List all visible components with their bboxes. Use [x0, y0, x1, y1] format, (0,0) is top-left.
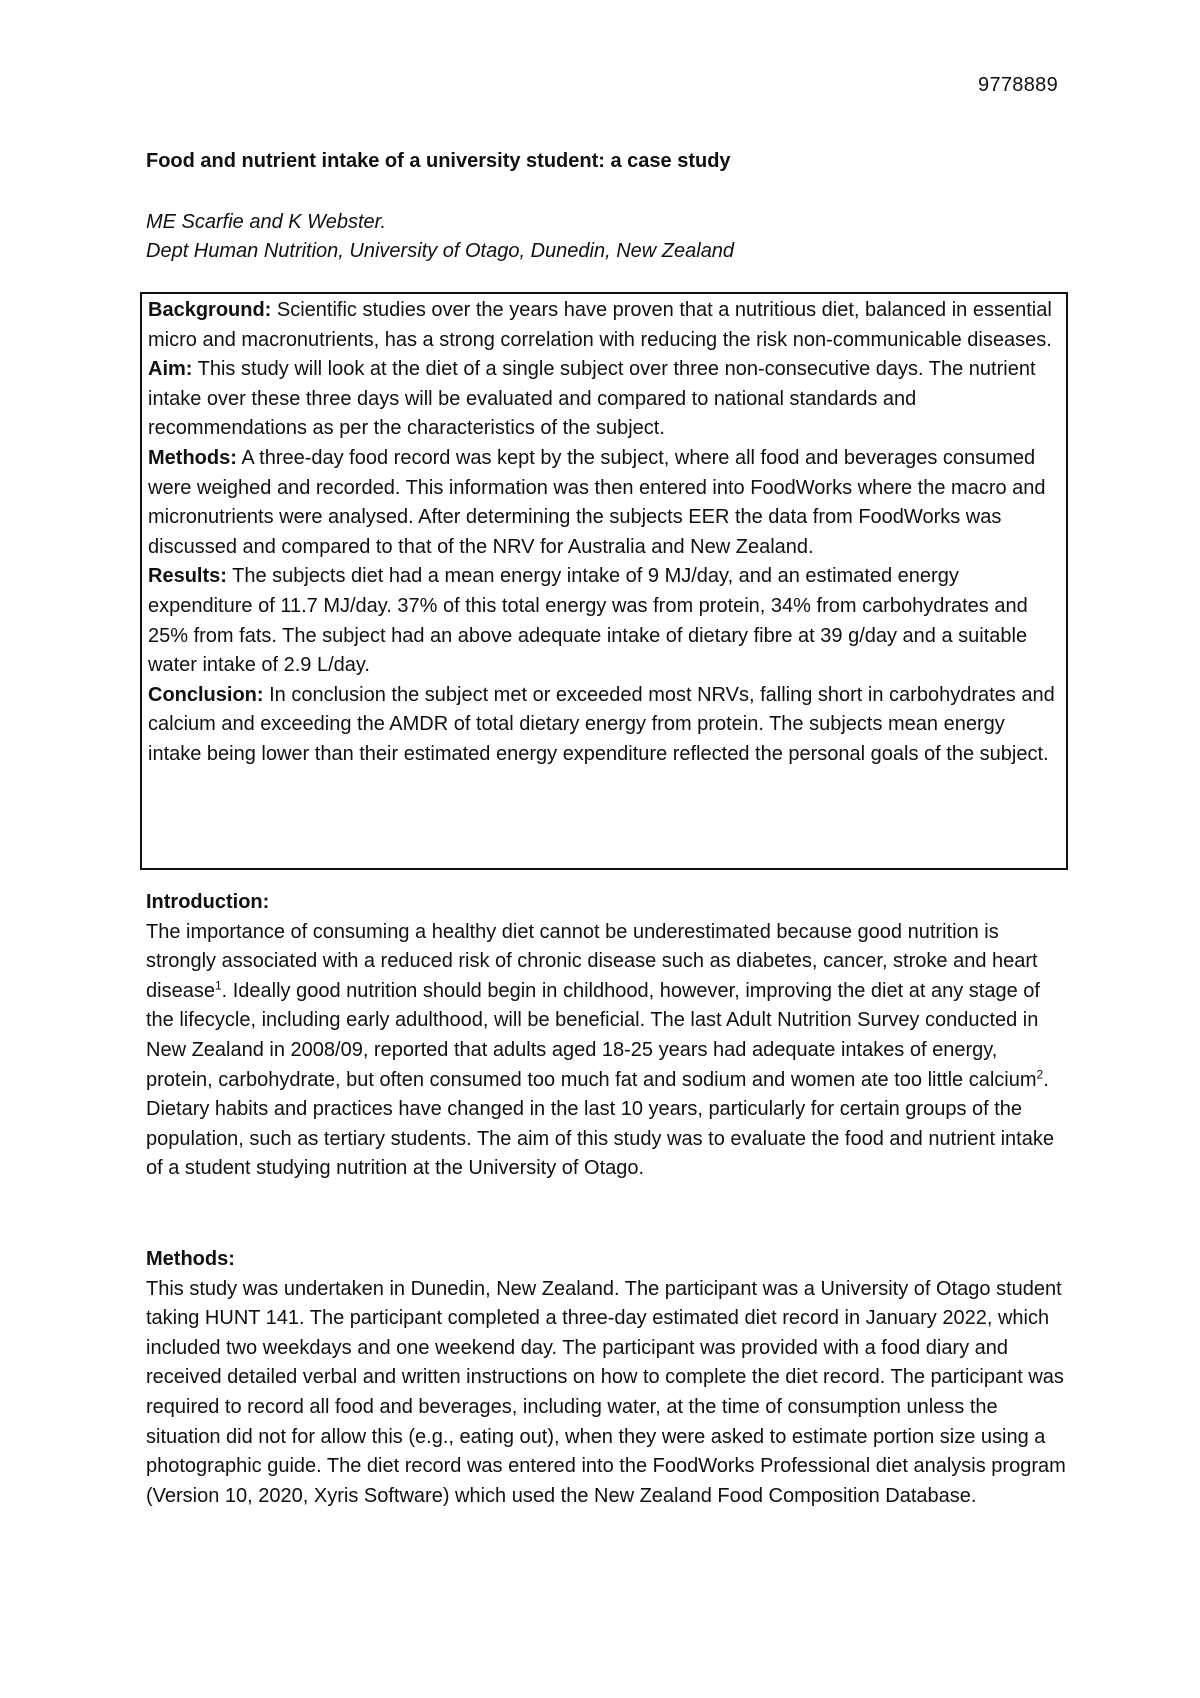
conclusion-text: In conclusion the subject met or exceeded most NRVs, falling short in carbohydrates and calcium and exceeding the AMDR of total dietary energy from protein. The subjects mean energy intake being lower than their estimated energy expenditure reflected the personal goals of the subject.	[148, 683, 1055, 765]
abstract-box	[140, 292, 1068, 870]
introduction-text-2: . Ideally good nutrition should begin in childhood, however, improving the diet at any stage of the lifecycle, including early adulthood, will be beneficial. The last Adult Nutrition Survey conducted in New Zealand in 2008/09, reported that adults aged 18-25 years had adequate intakes of energy, protein, carbohydrate, but often consumed too much fat and sodium and women ate too little calcium	[146, 979, 1040, 1091]
conclusion-label: Conclusion:	[148, 683, 264, 706]
methods-text: A three-day food record was kept by the subject, where all food and beverages consumed were weighed and recorded. This information was then entered into FoodWorks where the macro and micronutrients were analysed. After determining the subjects EER the data from FoodWorks was discussed and compared to that of the NRV for Australia and New Zealand.	[148, 446, 1046, 558]
background-label: Background:	[148, 299, 272, 321]
aim-label: Aim:	[148, 358, 193, 381]
document-id: 9778889	[978, 74, 1058, 96]
methods-label: Methods:	[148, 446, 237, 469]
introduction-heading: Introduction:	[146, 891, 270, 913]
aim-text: This study will look at the diet of a single subject over three non-consecutive days. The nutrient intake over these three days will be evaluated and compared to national standards and recommendations as per the characteristics of the subject.	[148, 358, 1036, 440]
reference-marker: 1	[214, 978, 222, 993]
background-text: Scientific studies over the years have proven that a nutritious diet, balanced in essential micro and macronutrients, has a strong correlation with reducing the risk non-communicable diseases.	[148, 299, 1052, 351]
results-label: Results:	[148, 565, 227, 588]
author-block	[146, 208, 734, 266]
reference-marker: 2	[1036, 1066, 1044, 1081]
abstract-conclusion	[148, 681, 1058, 770]
methods-section	[146, 1245, 1066, 1511]
abstract-methods	[148, 444, 1058, 562]
abstract-background	[148, 296, 1058, 355]
author-names: ME Scarfie and K Webster.	[146, 211, 387, 233]
author-affiliation: Dept Human Nutrition, University of Otago, Dunedin, New Zealand	[146, 240, 735, 262]
abstract-results	[148, 562, 1058, 680]
introduction-paragraph	[146, 918, 1066, 1184]
paper-title: Food and nutrient intake of a university student: a case study	[146, 150, 731, 172]
methods-paragraph: This study was undertaken in Dunedin, New Zealand. The participant was a University of Otago student taking HUNT 141. The participant completed a three-day estimated diet record in January 2022, which included two weekdays and one weekend day. The participant was provided with a food diary and received detailed verbal and written instructions on how to complete the diet record. The participant was required to record all food and beverages, including water, at the time of consumption unless the situation did not for allow this (e.g., eating out), when they were asked to estimate portion size using a photographic guide. The diet record was entered into the FoodWorks Professional diet analysis program (Version 10, 2020, Xyris Software) which used the New Zealand Food Composition Database.	[146, 1277, 1066, 1507]
methods-heading: Methods:	[146, 1248, 235, 1270]
introduction-text-3: . Dietary habits and practices have changed in the last 10 years, particularly for certain groups of the population, such as tertiary students. The aim of this study was to evaluate the food and nutrient intake of a student studying nutrition at the University of Otago.	[146, 1068, 1054, 1180]
results-text: The subjects diet had a mean energy intake of 9 MJ/day, and an estimated energy expenditure of 11.7 MJ/day. 37% of this total energy was from protein, 34% from carbohydrates and 25% from fats. The subject had an above adequate intake of dietary fibre at 39 g/day and a suitable water intake of 2.9 L/day.	[148, 565, 1028, 677]
abstract-aim	[148, 355, 1058, 444]
introduction-section	[146, 888, 1066, 1184]
introduction-text-1: The importance of consuming a healthy diet cannot be underestimated because good nutrition is strongly associated with a reduced risk of chronic disease such as diabetes, cancer, stroke and heart disease	[146, 920, 1038, 1002]
